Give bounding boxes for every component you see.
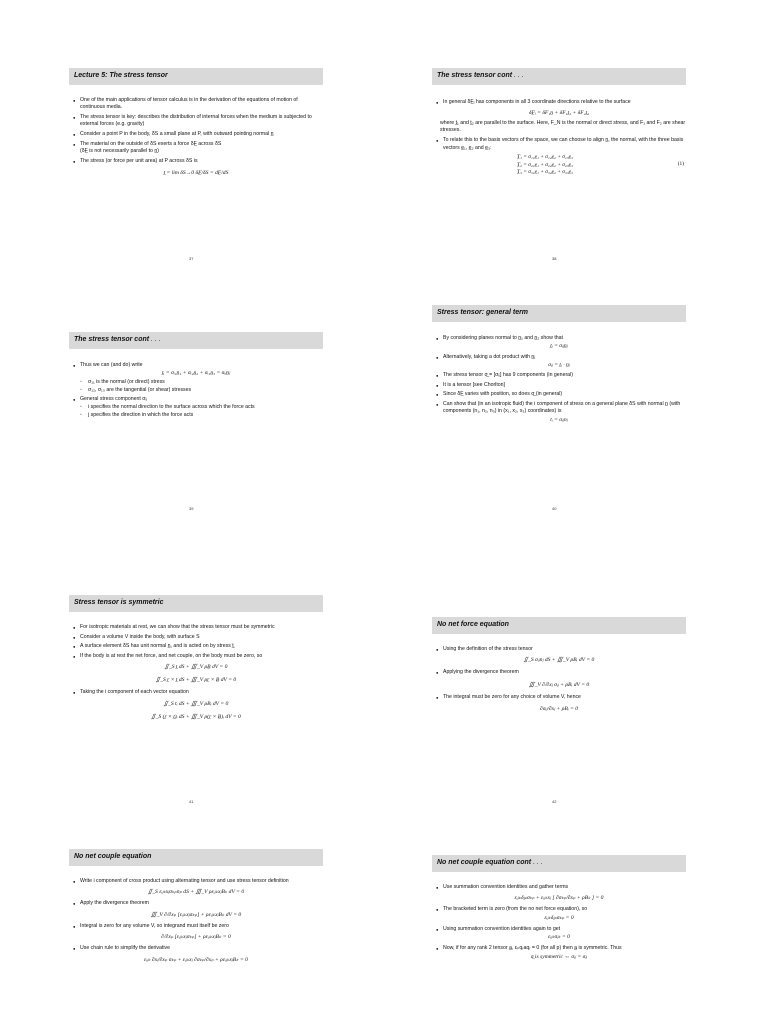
slide-40 xyxy=(432,305,686,427)
equation: δF̲ᵢ = δF₁n̲ + δF₁t̲₁ + δF₁t̲₂ xyxy=(528,109,590,116)
bullet: ● To relate this to the basis vectors of the space, we can choose to align n̲, the normal, with the three basis vectors e̲₁, e̲₂ and e̲₃: xyxy=(436,137,686,152)
equation: ∂/∂xₚ [εᵢⱼₖxⱼσₖₚ] + ρεᵢⱼₖxⱼBₖ = 0 xyxy=(161,934,231,941)
bullet: ● Now, if for any rank 2 tensor a̲, εₚqᵣaqᵣ = 0 (for all p) then a̲ is symmetric. Thus σ̲ is symmetric ⇔ σᵢⱼ = σⱼᵢ xyxy=(436,945,686,961)
bullet-list xyxy=(69,624,323,722)
equation: εᵢⱼₖσⱼₖ = 0 xyxy=(548,934,570,941)
page-number: 37 xyxy=(189,256,194,261)
bullet: ● The stress (or force per unit area) at P across δS is xyxy=(73,158,323,165)
slide-title: No net couple equation cont . . . xyxy=(432,855,686,872)
page-number: 40 xyxy=(552,506,557,511)
bullet: ● The stress tensor is key: describes the distribution of internal forces when the medium is subjected to external forces (e.g. gravity) xyxy=(73,114,323,129)
bullet: ● The integral must be zero for any choice of volume V, hence ∂σᵢⱼ/∂xⱼ + ρBᵢ = 0 xyxy=(436,694,686,714)
slide-title: The stress tensor cont . . . xyxy=(432,68,686,85)
equation: tᵢ = σᵢⱼnⱼ xyxy=(550,416,568,423)
equation: σᵢⱼ = t̲ᵢ · n̲ⱼ xyxy=(548,362,570,368)
equation: ∬_S t̲ dS + ∭_V ρB̲ dV = 0 xyxy=(164,664,228,671)
sub-list xyxy=(80,379,323,393)
bullet: ● Apply the divergence theorem ∭_V ∂/∂xₚ [εᵢⱼₖxⱼσₖₚ] + ρεᵢⱼₖxⱼBₖ dV = 0 xyxy=(73,900,323,919)
equation: ∭_V ∂/∂xₚ [εᵢⱼₖxⱼσₖₚ] + ρεᵢⱼₖxⱼBₖ dV = 0 xyxy=(150,911,242,918)
slide-44 xyxy=(432,855,686,964)
bullet-list xyxy=(432,137,686,152)
sub-bullet: ◦ σ₁₂, σ₁₃ are the tangential (or shear) stresses xyxy=(80,387,323,394)
sub-list xyxy=(80,404,323,418)
paragraph: where t̲₁ and t̲₂ are parallel to the surface. Here, F_N is the normal or direct stress, and F₁ and F₂ are shear stresses. xyxy=(440,119,686,133)
bullet: ● It is a tensor [see Chorlton] xyxy=(436,382,686,389)
bullet: ● General stress component σᵢⱼ ◦ i specifies the normal direction to the surface across which the force acts ◦ j specifies the direction in which the force acts xyxy=(73,396,323,419)
bullet: ● Using the definition of the stress tensor ∬_S σᵢⱼnⱼ dS + ∭_V ρBᵢ dV = 0 xyxy=(436,646,686,665)
bullet: ● Can show that (in an isotropic fluid) the i component of stress on a general plane δS with normal n̲ (with components (n₁, n₂, n₃) in (x₁, x₂, x₃) coordinates) is tᵢ = σᵢⱼnⱼ xyxy=(436,401,686,425)
page-number: 39 xyxy=(189,506,194,511)
bullet: ● For isotropic materials at rest, we can show that the stress tensor must be symmetric xyxy=(73,624,323,631)
bullet: ● One of the main applications of tensor calculus is in the derivation of the equations of motion of continuous media. xyxy=(73,97,323,112)
equation: t̲ᵢ = σᵢⱼn̲ⱼ xyxy=(550,343,568,350)
slide-title: No net force equation xyxy=(432,617,686,634)
bullet: ● A surface element δS has unit normal n̲, and is acted on by stress t̲ xyxy=(73,643,323,650)
slide-title: The stress tensor cont . . . xyxy=(69,332,323,349)
sub-bullet: ◦ σ₁₁ is the normal (or direct) stress xyxy=(80,379,323,386)
equation-number: (1) xyxy=(677,161,684,168)
page-number: 42 xyxy=(552,799,557,804)
bullet: ● Consider a volume V inside the body, with surface S xyxy=(73,634,323,641)
bullet: ● Integral is zero for any volume V, so integrand must itself be zero ∂/∂xₚ [εᵢⱼₖxⱼσₖₚ] + ρεᵢⱼₖxⱼBₖ = 0 xyxy=(73,923,323,942)
bullet: ● By considering planes normal to n̲₁ and n̲₂ show that t̲ᵢ = σᵢⱼn̲ⱼ xyxy=(436,335,686,351)
equation-line: T̲₁ = σ₁₁e̲₁ + σ₁₂e̲₂ + σ₁₃e̲₃ xyxy=(517,154,573,161)
bullet-list xyxy=(432,646,686,714)
slide-42 xyxy=(432,617,686,716)
equation: σ̲ is symmetric ⇔ σᵢⱼ = σⱼᵢ xyxy=(530,953,588,960)
bullet-list xyxy=(432,99,686,106)
bullet: ● The material on the outside of δS exerts a force δF̲ across δS (δF̲ is not necessarily parallel to n̲) xyxy=(73,141,323,156)
equation-line: T̲₃ = σ₃₁e̲₁ + σ₃₂e̲₂ + σ₃₃e̲₃ xyxy=(517,169,573,176)
slide-39 xyxy=(69,332,323,421)
equation-line: T̲₂ = σ₂₁e̲₁ + σ₂₂e̲₂ + σ₂₃e̲₃ xyxy=(517,161,573,168)
slide-43 xyxy=(69,849,323,967)
bullet: ● Use summation convention identities and gather terms εᵢⱼₖδⱼₚσₖₚ + εᵢⱼₖxⱼ [ ∂σₖₚ/∂xₚ + ρBₖ ] = 0 xyxy=(436,884,686,903)
page-number: 38 xyxy=(552,256,557,261)
bullet: ● Alternatively, taking a dot product with n̲ⱼ σᵢⱼ = t̲ᵢ · n̲ⱼ xyxy=(436,354,686,370)
page-number: 41 xyxy=(189,799,194,804)
bullet-list xyxy=(432,884,686,962)
equation: ∬_S tᵢ dS + ∭_V ρBᵢ dV = 0 xyxy=(163,700,229,707)
slide-title: Stress tensor: general term xyxy=(432,305,686,322)
equation: εᵢⱼₖδⱼₚσₖₚ + εᵢⱼₖxⱼ [ ∂σₖₚ/∂xₚ + ρBₖ ] = 0 xyxy=(514,895,604,902)
equation: εᵢⱼₖ ∂xⱼ/∂xₚ σₖₚ + εᵢⱼₖxⱼ ∂σₖₚ/∂xₚ + ρεᵢⱼₖxⱼBₖ = 0 xyxy=(144,956,248,963)
bullet: ● Thus we can (and do) write t̲ᵢ = σᵢ₁n̲₁ + σᵢ₂n̲₂ + σᵢ₃n̲₃ = σᵢⱼn̲ⱼ ◦ σ₁₁ is the normal (or direct) stress ◦ σ₁₂, σ₁₃ are the tangential (or shear) stresses xyxy=(73,362,323,394)
bullet-list xyxy=(69,362,323,419)
slide-38 xyxy=(432,68,686,177)
slide-41 xyxy=(69,595,323,724)
equation: ∭_V ∂/∂xⱼ σᵢⱼ + ρBᵢ dV = 0 xyxy=(528,681,590,688)
bullet-list xyxy=(69,878,323,965)
equation: ∬_S εᵢⱼₖxⱼσₖₚnₚ dS + ∭_V ρεᵢⱼₖxⱼBₖ dV = 0 xyxy=(147,889,245,896)
bullet: ● Use chain rule to simplify the derivative εᵢⱼₖ ∂xⱼ/∂xₚ σₖₚ + εᵢⱼₖxⱼ ∂σₖₚ/∂xₚ + ρεᵢⱼₖxⱼBₖ = 0 xyxy=(73,945,323,964)
bullet: ● Consider a point P in the body, δS a small plane at P, with outward pointing normal n̲ xyxy=(73,131,323,138)
slide-title: No net couple equation xyxy=(69,849,323,866)
slide-title: Lecture 5: The stress tensor xyxy=(69,68,323,85)
sub-bullet: ◦ i specifies the normal direction to the surface across which the force acts xyxy=(80,404,323,411)
slide-37 xyxy=(69,68,323,178)
bullet: ● Applying the divergence theorem ∭_V ∂/∂xⱼ σᵢⱼ + ρBᵢ dV = 0 xyxy=(436,669,686,689)
equation: ∬_S σᵢⱼnⱼ dS + ∭_V ρBᵢ dV = 0 xyxy=(523,657,595,664)
bullet: ● Taking the i component of each vector equation ∬_S tᵢ dS + ∭_V ρBᵢ dV = 0 ∬_S (r̲ × t̲)ᵢ dS + ∭_V ρ(r̲ × B̲)ᵢ dV = 0 xyxy=(73,689,323,721)
bullet: ● Using summation convention identities again to get εᵢⱼₖσⱼₖ = 0 xyxy=(436,926,686,942)
equation: t̲ = lim δS→0 δF̲/δS = dF̲/dS xyxy=(163,170,229,176)
bullet: ● The bracketed term is zero (from the no net force equation), so εᵢⱼₖδⱼₚσₖₚ = 0 xyxy=(436,906,686,922)
equation: ∬_S r̲ × t̲ dS + ∭_V ρr̲ × B̲ dV = 0 xyxy=(155,677,237,684)
sub-bullet: ◦ j specifies the direction in which the force acts xyxy=(80,412,323,419)
equation: t̲ᵢ = σᵢ₁n̲₁ + σᵢ₂n̲₂ + σᵢ₃n̲₃ = σᵢⱼn̲ⱼ xyxy=(161,370,231,377)
bullet-list xyxy=(432,335,686,425)
bullet: ● Write i component of cross product using alternating tensor and use stress tensor definition ∬_S εᵢⱼₖxⱼσₖₚnₚ dS + ∭_V ρεᵢⱼₖxⱼBₖ dV = 0 xyxy=(73,878,323,897)
bullet-list xyxy=(69,97,323,165)
bullet: ● If the body is at rest the net force, and net couple, on the body must be zero, so ∬_S t̲ dS + ∭_V ρB̲ dV = 0 ∬_S r̲ × t̲ dS + ∭_V ρr̲ × B̲ dV = 0 xyxy=(73,653,323,685)
equation: εᵢⱼₖδⱼₚσₖₚ = 0 xyxy=(544,914,574,921)
bullet: ● Since δF̲ varies with position, so does σ̲ (in general) xyxy=(436,391,686,398)
equation: ∬_S (r̲ × t̲)ᵢ dS + ∭_V ρ(r̲ × B̲)ᵢ dV = 0 xyxy=(151,713,241,720)
equation: ∂σᵢⱼ/∂xⱼ + ρBᵢ = 0 xyxy=(539,706,579,713)
equation-block xyxy=(432,154,686,176)
slide-title: Stress tensor is symmetric xyxy=(69,595,323,612)
bullet: ● In general δF̲ᵢ has components in all 3 coordinate directions relative to the surface xyxy=(436,99,686,106)
bullet: ● The stress tensor σ̲ = [σᵢⱼ] has 9 components (in general) xyxy=(436,372,686,379)
